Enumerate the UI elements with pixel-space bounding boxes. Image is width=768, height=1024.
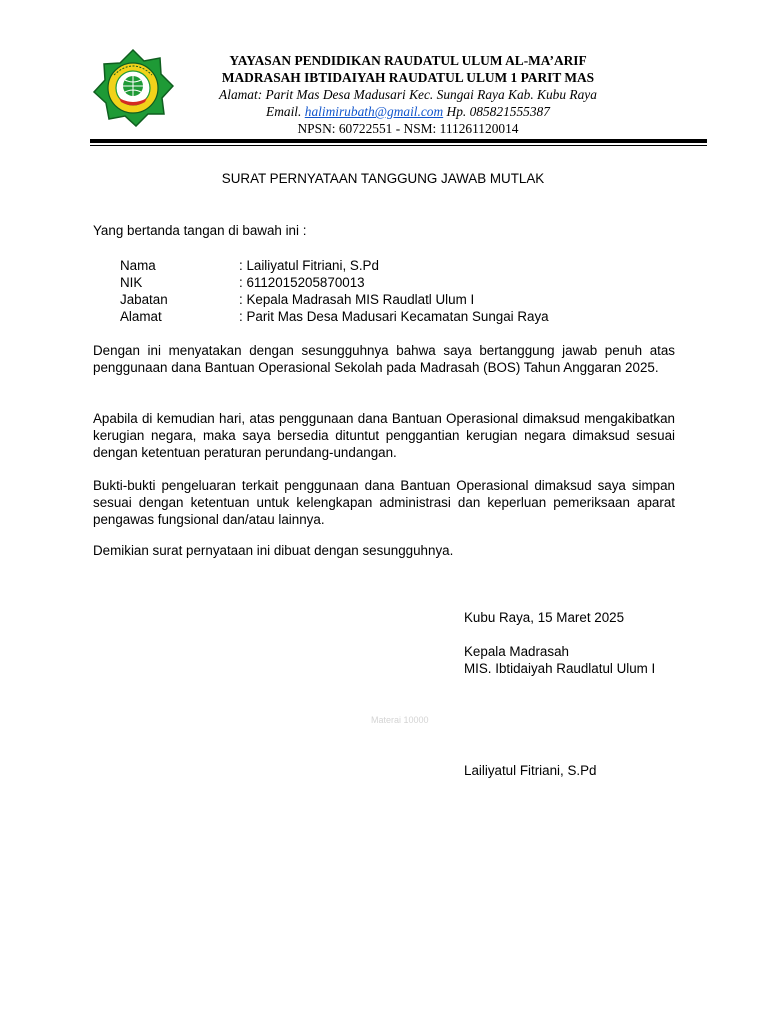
email-label: Email. [266,104,302,119]
foundation-name: YAYASAN PENDIDIKAN RAUDATUL ULUM AL-MA’ARIF [229,53,587,68]
signer-name: Lailiyatul Fitriani, S.Pd [464,763,597,778]
school-name: MADRASAH IBTIDAIYAH RAUDATUL ULUM 1 PARIT MAS [221,70,595,85]
signer-institution: MIS. Ibtidaiyah Raudlatul Ulum I [464,661,656,676]
letterhead-divider-thin [90,145,707,146]
statement-paragraph: Dengan ini menyatakan dengan sesungguhnya bahwa saya bertanggung jawab penuh atas penggunaan dana Bantuan Operasional Sekolah pada Madrasah (BOS) Tahun Anggaran 2025. [93,343,675,375]
identity-label: Nama [120,258,156,273]
identity-row [120,257,549,274]
identity-row [120,308,549,325]
npsn-nsm: NPSN: 60722551 - NSM: 111261120014 [297,121,519,136]
school-emblem-icon [92,49,174,127]
letter-title: SURAT PERNYATAAN TANGGUNG JAWAB MUTLAK [221,171,545,186]
letterhead [190,52,626,137]
intro-text: Yang bertanda tangan di bawah ini : [93,223,307,238]
identity-row [120,274,549,291]
identity-row [120,291,549,308]
identity-value: : Lailiyatul Fitriani, S.Pd [239,258,379,273]
identity-table [120,257,549,325]
school-address: Alamat: Parit Mas Desa Madusari Kec. Sungai Raya Kab. Kubu Raya [219,87,597,102]
signer-position: Kepala Madrasah [464,644,569,659]
identity-value: : Kepala Madrasah MIS Raudlatl Ulum I [239,292,475,307]
closing-paragraph: Demikian surat pernyataan ini dibuat dengan sesungguhnya. [93,543,454,558]
identity-value: : Parit Mas Desa Madusari Kecamatan Sungai Raya [239,309,549,324]
place-date: Kubu Raya, 15 Maret 2025 [464,610,625,625]
liability-paragraph: Apabila di kemudian hari, atas penggunaan dana Bantuan Operasional dimaksud mengakibatkan kerugian negara, maka saya bersedia dituntut penggantian kerugian negara dimaksud sesuai dengan ketentuan peraturan perundang-undangan. [93,411,675,460]
letterhead-divider-thick [90,139,707,143]
email-link[interactable]: halimirubath@gmail.com [304,104,444,119]
contact-line [190,103,626,120]
stamp-placeholder: Materai 10000 [371,715,429,725]
identity-label: NIK [120,275,143,290]
identity-label: Alamat [120,309,162,324]
phone-number: Hp. 085821555387 [446,104,550,119]
identity-label: Jabatan [120,292,168,307]
evidence-paragraph: Bukti-bukti pengeluaran terkait penggunaan dana Bantuan Operasional dimaksud saya simpan sesuai dengan ketentuan untuk kelengkapan administrasi dan keperluan pemeriksaan aparat pengawas fungsional dan/atau lainnya. [93,478,675,527]
identity-value: : 6112015205870013 [239,275,365,290]
